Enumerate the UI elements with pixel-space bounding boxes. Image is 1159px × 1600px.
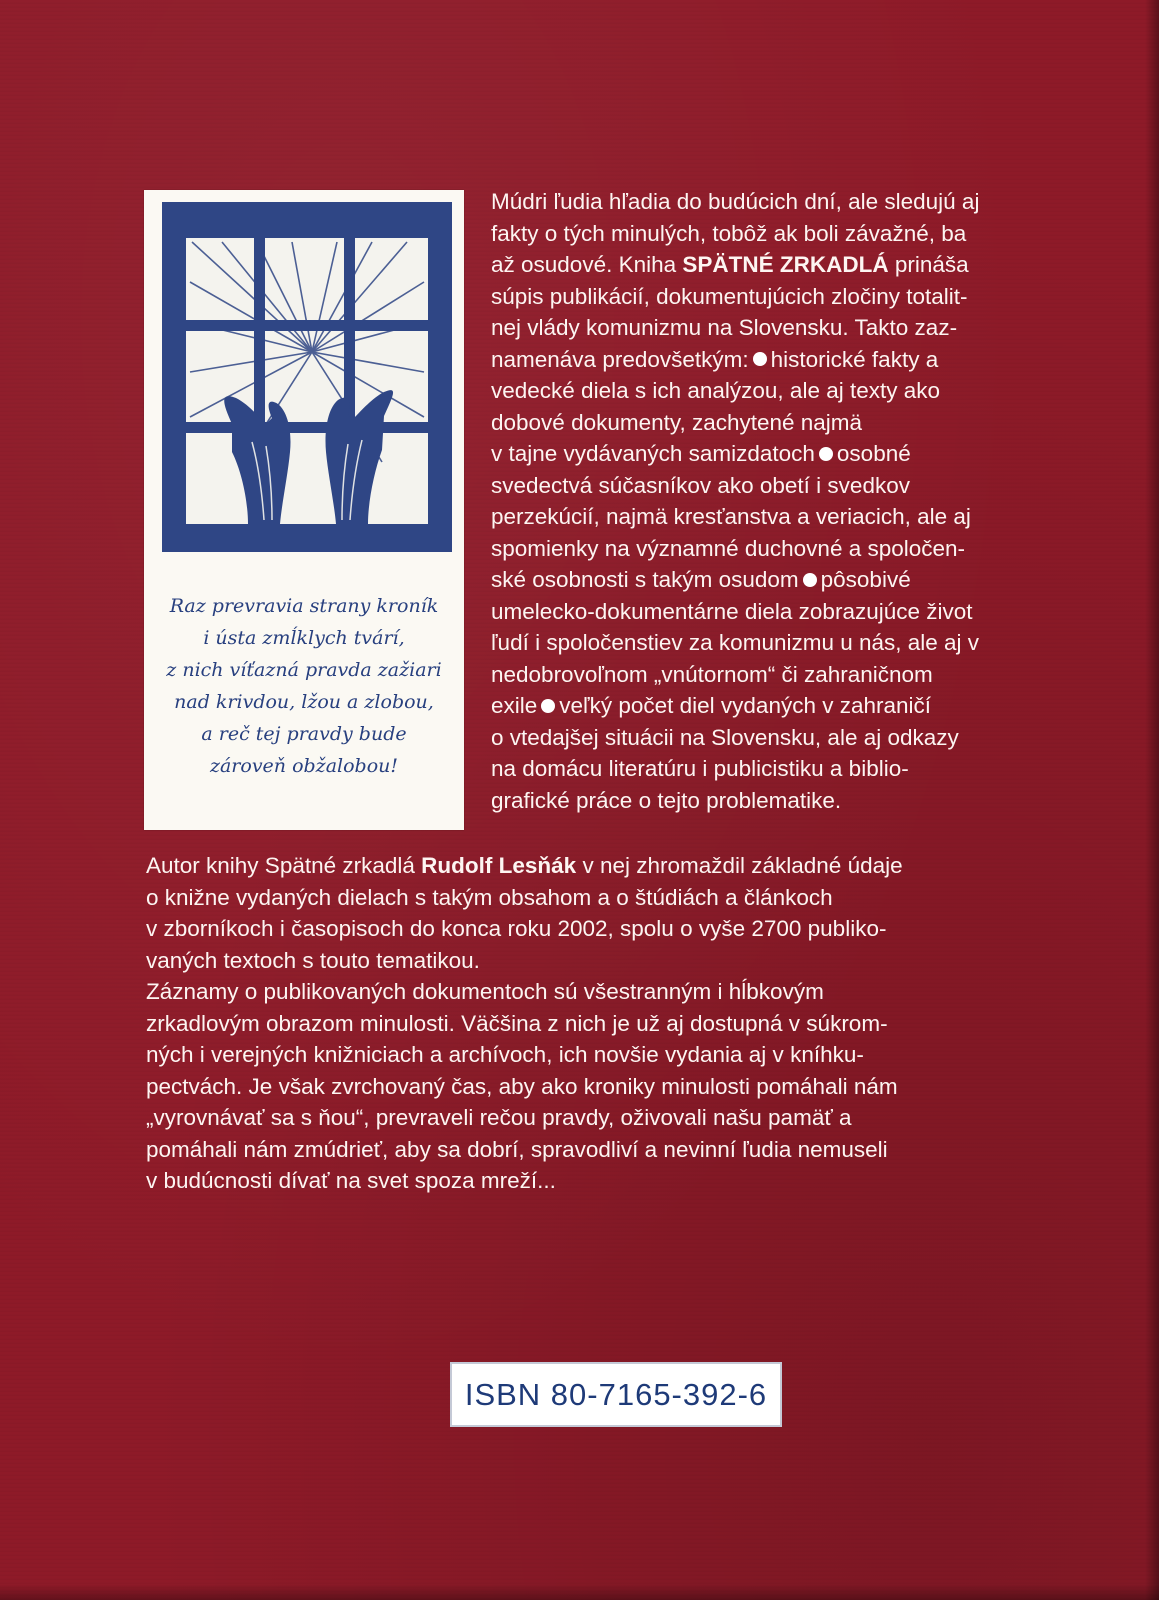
woodcut-window-light (186, 238, 428, 524)
poem-line: i ústa zmĺklych tvárí, (203, 627, 405, 649)
description-line: grafické práce o tejto problematike. (491, 787, 842, 813)
records-line: Záznamy o publikovaných dokumentoch sú všestranným i hĺbkovým (146, 979, 824, 1004)
poem (154, 590, 454, 782)
description-line: súpis publikácií, dokumentujúcich zločiny totalit- (491, 283, 968, 309)
records-line: zrkadlovým obrazom minulosti. Väčšina z nich je už aj dostupná v súkrom- (146, 1010, 888, 1036)
description-line: fakty o tých minulých, tobôž ak boli závažné, ba (491, 220, 967, 246)
bullet-icon (803, 573, 817, 587)
author-text: v nej zhromaždil základné údaje (576, 853, 903, 878)
author-and-records-text (146, 850, 903, 1197)
description-text: v tajne vydávaných samizdatoch (491, 441, 815, 466)
author-text: Autor knihy Spätné zrkadlá (146, 853, 422, 878)
description-line: na domácu literatúru i publicistiku a biblio- (491, 756, 909, 781)
description-text: osobné (836, 441, 911, 466)
poem-line: z nich víťazná pravda zažiari (166, 659, 442, 681)
poem-line: Raz prevravia strany kroník (169, 595, 439, 617)
description-line: o vtedajšej situácii na Slovensku, ale aj odkazy (491, 724, 959, 750)
description-text: veľký počet diel vydaných v zahraničí (559, 693, 932, 718)
records-line: ných i verejných knižniciach a archívoch, ich novšie vydania aj v kníhku- (146, 1042, 864, 1067)
description-line: Múdri ľudia hľadia do budúcich dní, ale sledujú aj (491, 189, 980, 214)
book-description (491, 186, 979, 816)
description-text: namenáva predovšetkým: (491, 346, 749, 372)
bullet-icon (819, 447, 833, 461)
description-text: až osudové. Kniha (491, 252, 683, 277)
poem-line: nad krivdou, lžou a zlobou, (174, 691, 434, 713)
description-line: nedobrovoľnom „vnútornom“ či zahraničnom (491, 661, 933, 687)
description-line: umelecko-dokumentárne diela zobrazujúce život (491, 598, 973, 624)
poem-line: a reč tej pravdy bude (201, 723, 407, 745)
isbn-label: ISBN 80-7165-392-6 (450, 1362, 782, 1427)
author-name: Rudolf Lesňák (421, 853, 577, 878)
description-line (491, 249, 979, 281)
description-text: historické fakty a (770, 346, 939, 372)
records-line: v budúcnosti dívať na svet spoza mreží... (146, 1168, 556, 1193)
woodcut-illustration (162, 202, 452, 552)
description-line (491, 438, 979, 470)
records-line: „vyrovnávať sa s ňou“, prevraveli rečou pravdy, oživovali našu pamäť a (146, 1105, 852, 1130)
description-text: ské osobnosti s takým osudom (491, 567, 799, 592)
cover-bottom-shadow (0, 1584, 1159, 1600)
description-line (491, 564, 979, 596)
author-line: v zborníkoch i časopisoch do konca roku 2002, spolu o vyše 2700 publiko- (146, 916, 887, 941)
description-text: exile (491, 693, 538, 718)
description-line: vedecké diela s ich analýzou, ale aj texty ako (491, 378, 941, 403)
records-line: pectvách. Je však zvrchovaný čas, aby ako kroniky minulosti pomáhali nám (146, 1073, 898, 1099)
author-line: vaných textoch s touto tematikou. (146, 947, 480, 973)
bullet-icon (753, 352, 767, 366)
description-line: perzekúcií, najmä kresťanstva a veriacich, ale aj (491, 504, 971, 529)
description-line (491, 344, 979, 376)
description-line: spomienky na významné duchovné a spoločen- (491, 535, 966, 561)
author-line: o knižne vydaných dielach s takým obsahom a o štúdiách a článkoch (146, 884, 833, 910)
description-text: prináša (888, 252, 969, 277)
description-line: ľudí i spoločenstiev za komunizmu u nás, ale aj v (491, 630, 980, 655)
book-title: SPÄTNÉ ZRKADLÁ (682, 252, 889, 277)
author-line (146, 850, 903, 882)
description-line: nej vlády komunizmu na Slovensku. Takto zaz- (491, 315, 958, 340)
description-text: pôsobivé (820, 567, 911, 592)
records-line: pomáhali nám zmúdrieť, aby sa dobrí, spravodliví a nevinní ľudia nemuseli (146, 1136, 888, 1162)
cover-edge-shadow (1145, 0, 1159, 1600)
illustration-panel (144, 190, 464, 830)
poem-line: zároveň obžalobou! (209, 755, 399, 777)
description-line: dobové dokumenty, zachytené najmä (491, 409, 863, 435)
description-line: svedectvá súčasníkov ako obetí i svedkov (491, 472, 910, 498)
description-line (491, 690, 979, 722)
bullet-icon (541, 699, 555, 713)
